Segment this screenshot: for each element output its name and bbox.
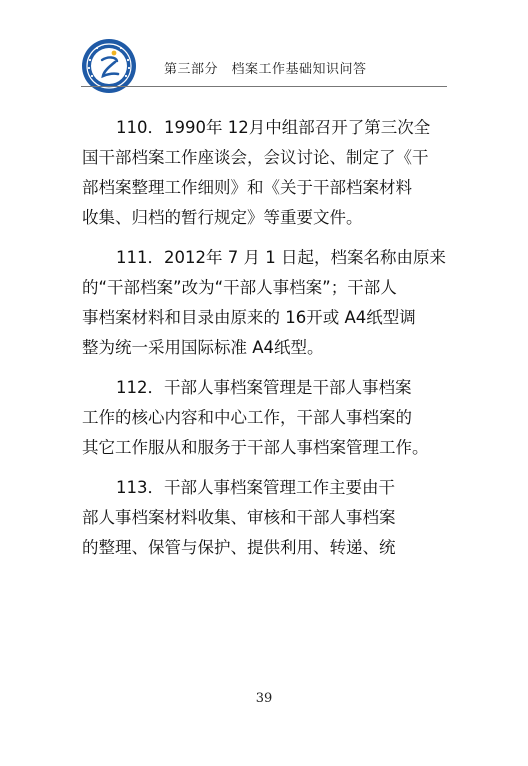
page-number: 39 (255, 691, 273, 706)
text-line: 收集、归档的暂行规定》等重要文件。 (82, 208, 363, 227)
paragraph-110 (82, 113, 454, 233)
text-line: 部人事档案材料收集、审核和干部人事档案 (82, 508, 396, 527)
text-line: 工作的核心内容和中心工作，干部人事档案的 (82, 408, 412, 427)
text-line: 其它工作服从和服务于干部人事档案管理工作。 (82, 438, 429, 457)
text-line: 部档案整理工作细则》和《关于干部档案材料 (82, 178, 412, 197)
text-line: 整为统一采用国际标准 A4纸型。 (82, 338, 324, 357)
text-line: 112．干部人事档案管理是干部人事档案 (116, 378, 412, 397)
paragraph-113 (82, 473, 454, 563)
text-line: 111．2012年 7 月 1 日起，档案名称由原来 (116, 248, 446, 267)
text-line: 的整理、保管与保护、提供利用、转递、统 (82, 538, 396, 557)
paragraph-111 (82, 243, 454, 363)
paragraph-112 (82, 373, 454, 463)
text-line: 113．干部人事档案管理工作主要由干 (116, 478, 395, 497)
page-header (0, 0, 528, 92)
text-line: 国干部档案工作座谈会，会议讨论、制定了《干 (82, 148, 429, 167)
page-body (82, 113, 454, 573)
text-line: 的“干部档案”改为“干部人事档案”；干部人 (82, 278, 397, 297)
text-line: 事档案材料和目录由原来的 16开或 A4纸型调 (82, 308, 416, 327)
header-divider (81, 86, 447, 87)
text-line: 110．1990年 12月中组部召开了第三次全 (116, 118, 431, 137)
running-header-title: 第三部分 档案工作基础知识问答 (164, 62, 367, 77)
